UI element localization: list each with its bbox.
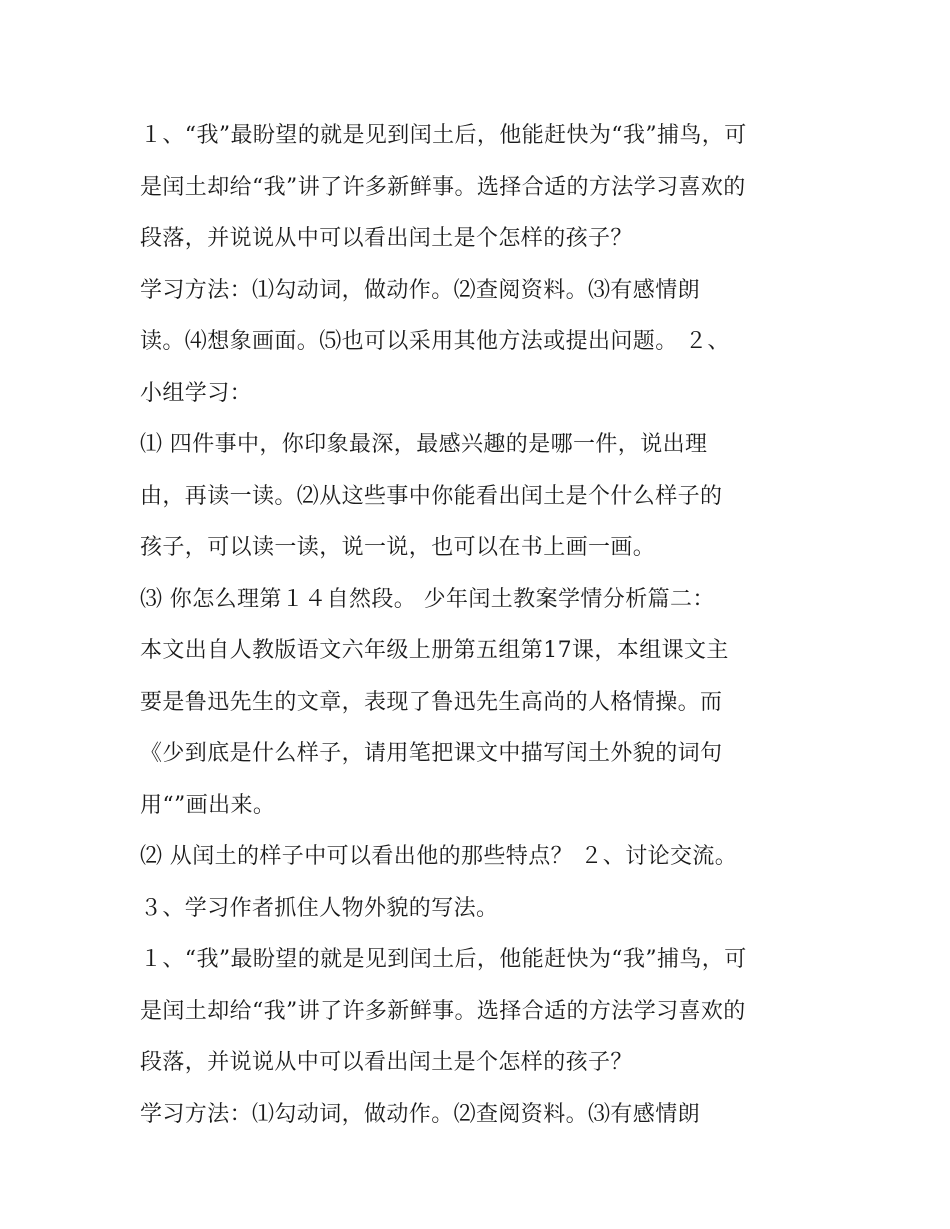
text-line: 由，再读一读。⑵从这些事中你能看出闰土是个什么样子的 <box>140 483 723 509</box>
text-line: 段落，并说说从中可以看出闰土是个怎样的孩子？ <box>140 1050 633 1075</box>
text-line: ３、学习作者抓住人物外貌的写法。 <box>140 895 499 921</box>
text-line: ⑶ 你怎么理第１４自然段。 少年闰土教案学情分析篇二： <box>140 586 715 612</box>
text-line: １、“我”最盼望的就是见到闰土后，他能赶快为“我”捕鸟，可 <box>140 123 747 148</box>
text-line: １、“我”最盼望的就是见到闰土后，他能赶快为“我”捕鸟，可 <box>140 947 747 972</box>
text-line: 学习方法：⑴勾动词，做动作。⑵查阅资料。⑶有感情朗 <box>140 1101 701 1127</box>
text-line: 要是鲁迅先生的文章，表现了鲁迅先生高尚的人格情操。而 <box>140 689 723 715</box>
text-line: 读。⑷想象画面。⑸也可以采用其他方法或提出问题。 ２、 <box>140 329 730 354</box>
text-line: 用“”画出来。 <box>140 792 276 818</box>
text-line: 段落，并说说从中可以看出闰土是个怎样的孩子？ <box>140 226 633 251</box>
text-line: 是闰土却给“我”讲了许多新鲜事。选择合适的方法学习喜欢的 <box>140 174 746 200</box>
text-line: 本文出自人教版语文六年级上册第五组第17课，本组课文主 <box>140 638 729 663</box>
text-line: ⑵ 从闰土的样子中可以看出他的那些特点？ ２、讨论交流。 <box>140 844 738 869</box>
text-line: 小组学习： <box>140 380 253 406</box>
text-line: 《少到底是什么样子，请用笔把课文中描写闰土外貌的词句 <box>140 741 723 766</box>
text-line: ⑴ 四件事中，你印象最深，最感兴趣的是哪一件，说出理 <box>140 432 708 457</box>
text-line: 学习方法：⑴勾动词，做动作。⑵查阅资料。⑶有感情朗 <box>140 277 701 303</box>
text-line: 孩子，可以读一读，说一说，也可以在书上画一画。 <box>140 535 656 560</box>
document-body <box>140 110 840 1140</box>
text-line: 是闰土却给“我”讲了许多新鲜事。选择合适的方法学习喜欢的 <box>140 998 746 1024</box>
